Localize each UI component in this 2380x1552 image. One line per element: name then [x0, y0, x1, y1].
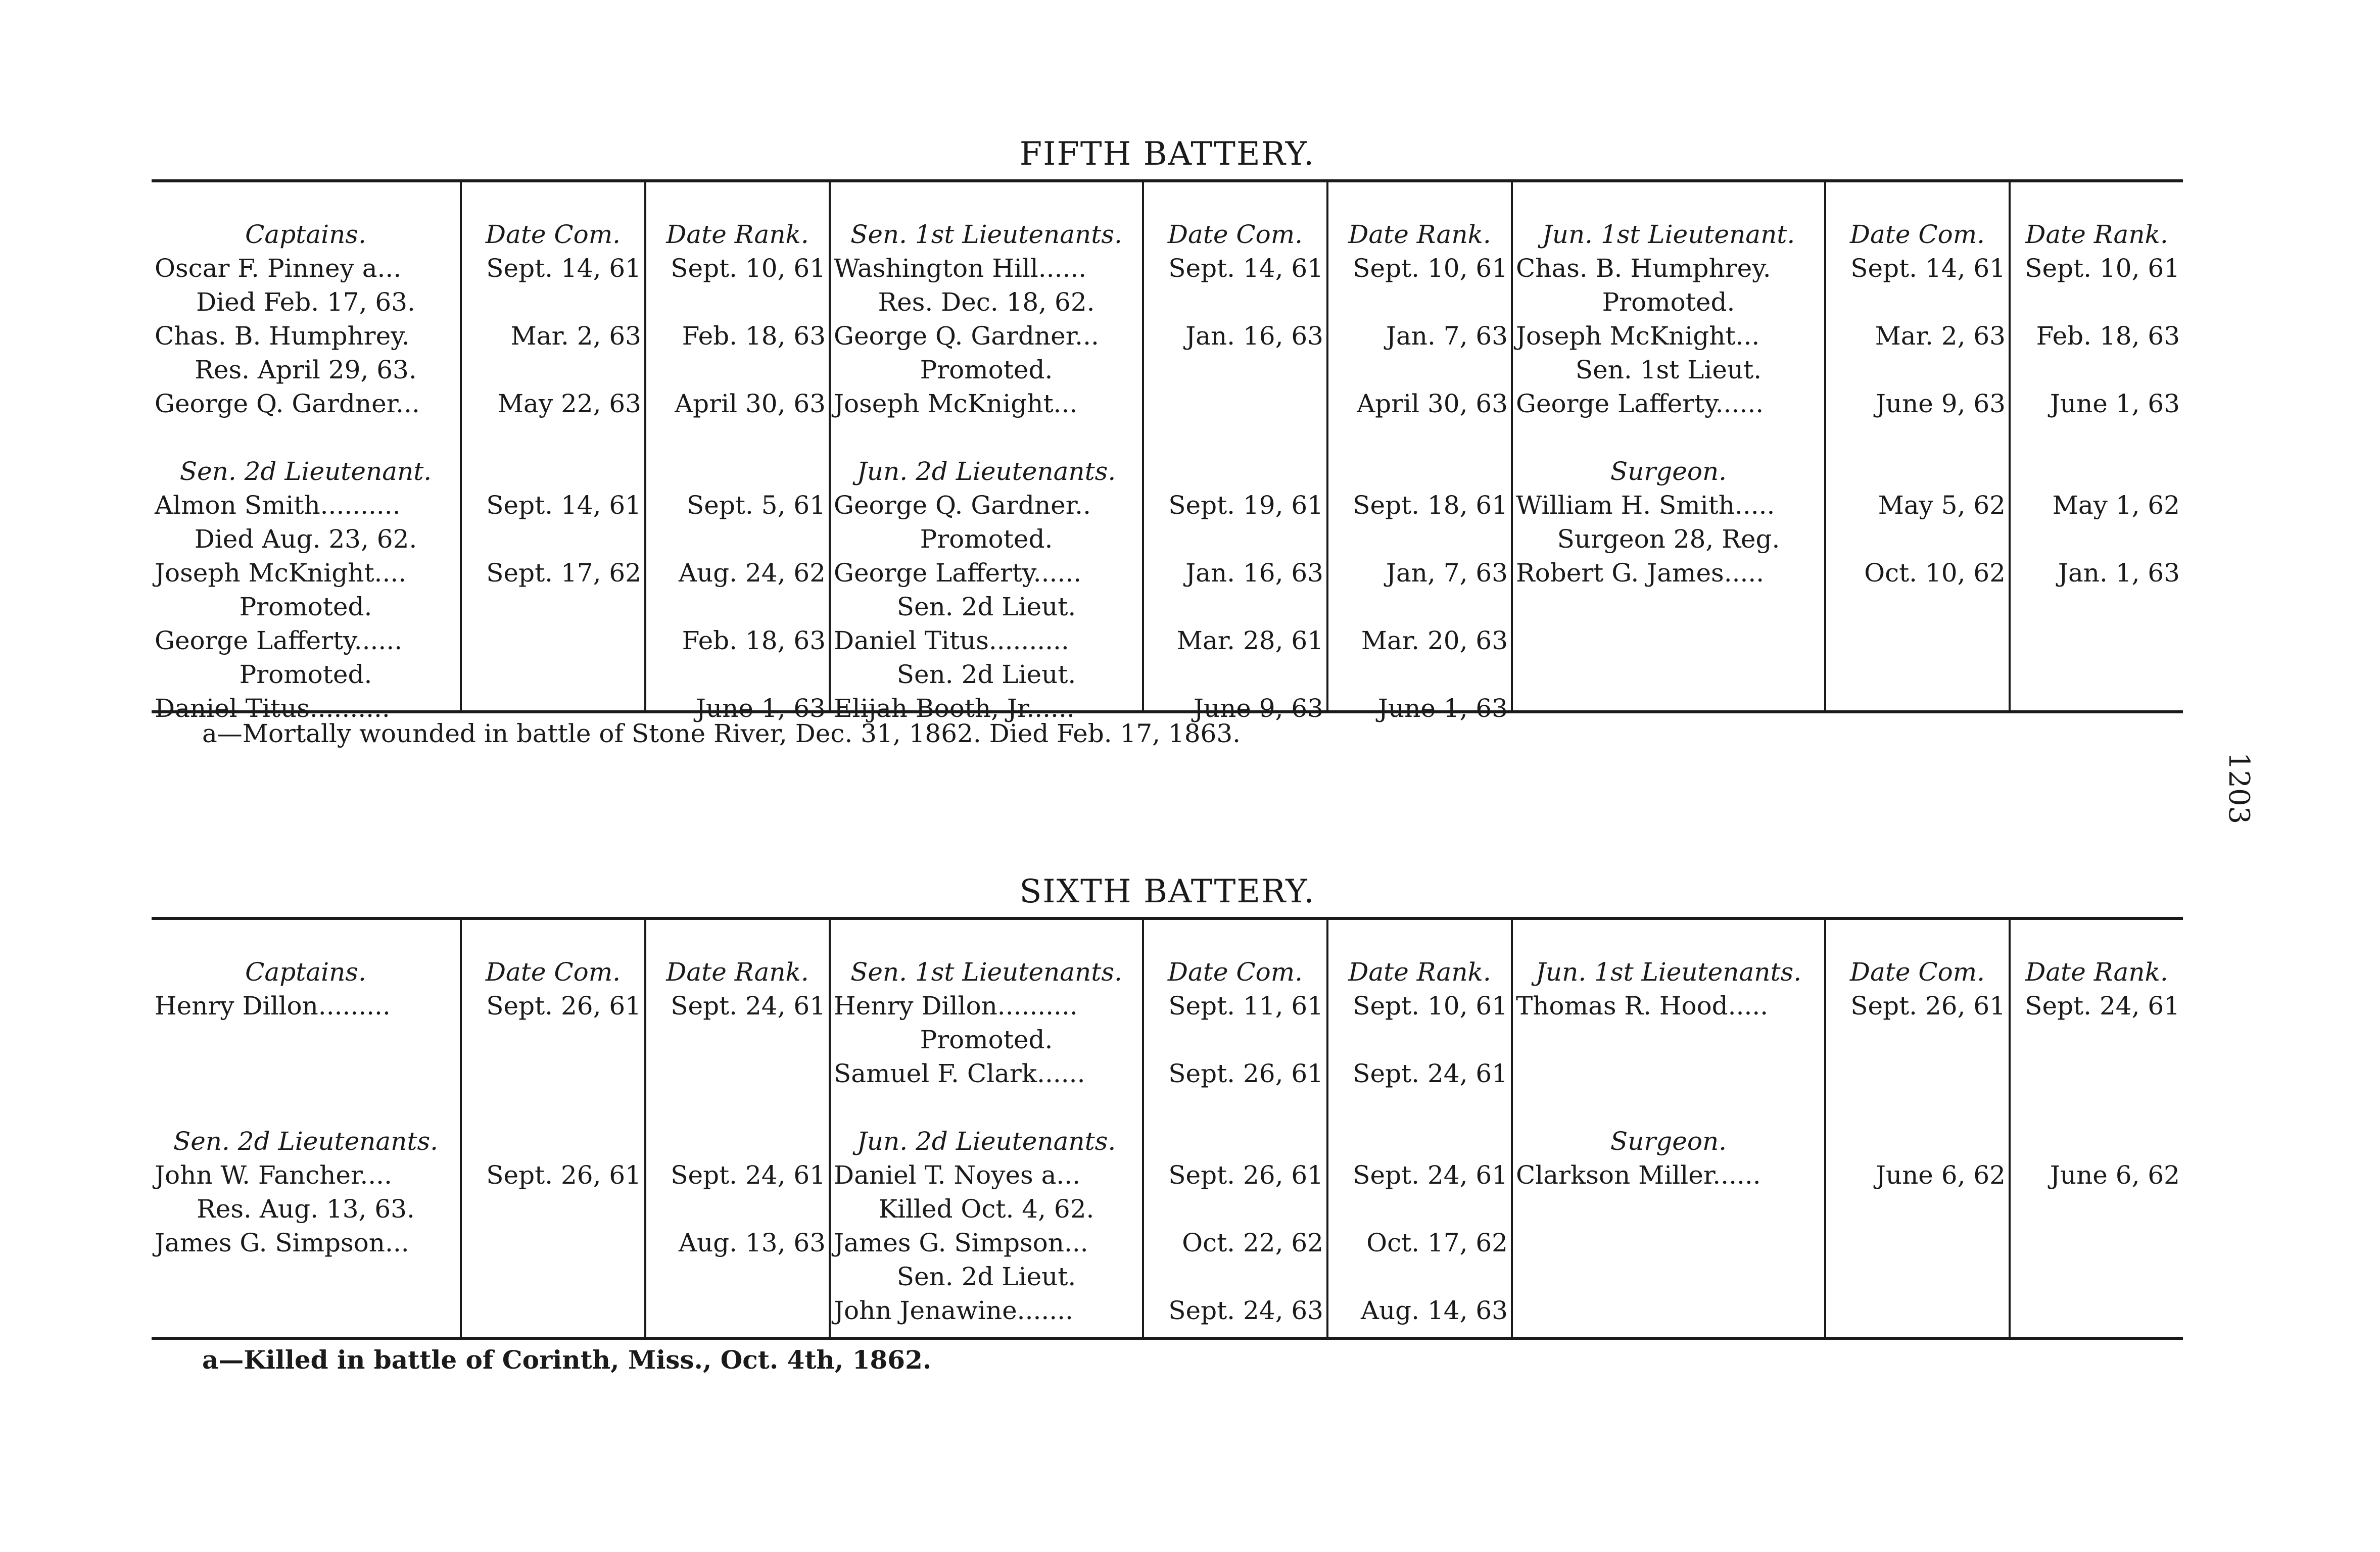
date-com: Mar. 2, 63: [1875, 321, 2006, 351]
lieutenants-column: [1511, 920, 1824, 1337]
date-com-column: [1142, 920, 1326, 1337]
officer-name: George Lafferty......: [155, 626, 403, 655]
roster-table: [152, 182, 2183, 723]
date-com: Oct. 10, 62: [1864, 558, 2006, 588]
date-rank: Sept. 10, 61: [2025, 254, 2180, 283]
group-label: Surgeon.: [1610, 457, 1727, 486]
officer-name: Elijah Booth, Jr......: [834, 694, 1075, 723]
officer-name: John Jenawine.......: [834, 1296, 1073, 1325]
date-rank-column: [2009, 182, 2183, 710]
date-com: Sept. 26, 61: [1850, 991, 2006, 1021]
officer-note: Sen. 2d Lieut.: [896, 592, 1076, 621]
officer-name: James G. Simpson...: [155, 1228, 409, 1257]
date-com: Sept. 11, 61: [1168, 991, 1323, 1021]
date-rank: Sept. 24, 61: [671, 1160, 826, 1190]
officer-name: Daniel Titus..........: [834, 626, 1069, 655]
officer-note: Sen. 2d Lieut.: [896, 1262, 1076, 1291]
date-rank: Feb. 18, 63: [682, 626, 826, 655]
date-com-column: [460, 920, 644, 1337]
date-com: May 5, 62: [1878, 491, 2006, 520]
date-rank: Sept. 24, 61: [2025, 991, 2180, 1021]
column-header: Jun. 1st Lieutenant.: [1542, 220, 1795, 249]
section-title: SIXTH BATTERY.: [1019, 873, 1315, 910]
date-rank: Sept. 24, 61: [1353, 1160, 1508, 1190]
officer-name: John W. Fancher....: [155, 1160, 392, 1190]
lieutenants-column: [829, 182, 1142, 723]
group-label: Sen. 2d Lieutenants.: [173, 1127, 439, 1156]
column-header: Date Com.: [1167, 957, 1303, 987]
date-rank: Sept. 24, 61: [1353, 1059, 1508, 1088]
column-header: Jun. 1st Lieutenants.: [1535, 957, 1802, 987]
column-header: Date Rank.: [1348, 220, 1491, 249]
officer-note: Promoted.: [239, 660, 372, 689]
officer-note: Killed Oct. 4, 62.: [878, 1194, 1094, 1224]
officer-note: Died Aug. 23, 62.: [194, 524, 417, 554]
officer-name: Washington Hill......: [834, 254, 1087, 283]
date-com: Mar. 28, 61: [1176, 626, 1323, 655]
officer-note: Promoted.: [239, 592, 372, 621]
date-rank: May 1, 62: [2052, 491, 2180, 520]
date-com-column: [1142, 182, 1326, 723]
date-rank-column: [1326, 182, 1511, 723]
officer-name: George Lafferty......: [1516, 389, 1764, 418]
officer-name: Daniel T. Noyes a...: [834, 1160, 1081, 1190]
column-header: Date Rank.: [1348, 957, 1491, 987]
officer-name: Samuel F. Clark......: [834, 1059, 1085, 1088]
column-header: Captains.: [245, 220, 366, 249]
date-rank: Sept. 10, 61: [1353, 254, 1508, 283]
sixth-battery-section: [152, 866, 2183, 1380]
date-com: Oct. 22, 62: [1182, 1228, 1323, 1257]
officer-name: Joseph McKnight...: [834, 389, 1078, 418]
officer-name: Thomas R. Hood.....: [1516, 991, 1769, 1021]
officer-name: George Q. Gardner...: [834, 321, 1099, 351]
column-header: Date Rank.: [666, 220, 809, 249]
date-com: Sept. 14, 61: [486, 491, 641, 520]
captains-column: [152, 182, 460, 723]
date-rank: June 1, 63: [695, 694, 826, 723]
officer-name: Daniel Titus..........: [155, 694, 390, 723]
lieutenants-column: [829, 920, 1142, 1337]
date-rank: June 6, 62: [2050, 1160, 2180, 1190]
date-com: Sept. 26, 61: [486, 1160, 641, 1190]
date-rank: Oct. 17, 62: [1366, 1228, 1508, 1257]
column-header: Sen. 1st Lieutenants.: [850, 220, 1122, 249]
officer-note: Res. April 29, 63.: [195, 355, 417, 384]
officer-name: George Q. Gardner...: [155, 389, 420, 418]
date-com: Sept. 14, 61: [486, 254, 641, 283]
date-com: Sept. 14, 61: [1168, 254, 1323, 283]
date-com: Jan. 16, 63: [1185, 558, 1323, 588]
date-rank: Jan. 1, 63: [2058, 558, 2180, 588]
date-com: Sept. 26, 61: [1168, 1059, 1323, 1088]
date-rank: April 30, 63: [675, 389, 826, 418]
date-com: June 9, 63: [1193, 694, 1323, 723]
date-rank: Aug. 24, 62: [678, 558, 826, 588]
date-rank: June 1, 63: [1377, 694, 1508, 723]
column-header: Sen. 1st Lieutenants.: [850, 957, 1122, 987]
date-rank: June 1, 63: [2050, 389, 2180, 418]
date-com: June 6, 62: [1875, 1160, 2006, 1190]
officer-name: James G. Simpson...: [834, 1228, 1088, 1257]
officer-name: Almon Smith..........: [155, 491, 401, 520]
officer-name: Clarkson Miller......: [1516, 1160, 1761, 1190]
column-header: Date Rank.: [666, 957, 809, 987]
date-rank: Jan, 7, 63: [1386, 558, 1508, 588]
date-rank: Sept. 10, 61: [1353, 991, 1508, 1021]
roster-table: [152, 920, 2183, 1337]
date-rank: Jan. 7, 63: [1386, 321, 1508, 351]
officer-name: Chas. B. Humphrey.: [155, 321, 410, 351]
column-header: Date Rank.: [2025, 957, 2168, 987]
officer-name: Henry Dillon.........: [155, 991, 391, 1021]
date-rank-column: [644, 182, 829, 723]
column-header: Date Com.: [1849, 957, 1985, 987]
column-header: Captains.: [245, 957, 366, 987]
column-header: Date Com.: [1167, 220, 1303, 249]
officer-name: Robert G. James.....: [1516, 558, 1765, 588]
date-com: Sept. 14, 61: [1850, 254, 2006, 283]
date-com: Sept. 24, 63: [1168, 1296, 1323, 1325]
date-rank: Aug. 13, 63: [678, 1228, 826, 1257]
date-com: Sept. 26, 61: [486, 991, 641, 1021]
section-title: FIFTH BATTERY.: [1019, 135, 1315, 173]
officer-name: George Q. Gardner..: [834, 491, 1091, 520]
lieutenants-column: [1511, 182, 1824, 710]
group-label: Jun. 2d Lieutenants.: [856, 457, 1116, 486]
column-header: Date Com.: [485, 957, 621, 987]
date-rank: Mar. 20, 63: [1361, 626, 1508, 655]
officer-note: Promoted.: [920, 355, 1053, 384]
officer-note: Sen. 2d Lieut.: [896, 660, 1076, 689]
group-label: Sen. 2d Lieutenant.: [179, 457, 432, 486]
officer-note: Died Feb. 17, 63.: [196, 287, 415, 317]
date-rank-column: [2009, 920, 2183, 1337]
date-rank: Sept. 5, 61: [687, 491, 826, 520]
group-label: Surgeon.: [1610, 1127, 1727, 1156]
officer-name: Joseph McKnight....: [155, 558, 407, 588]
officer-name: Joseph McKnight...: [1516, 321, 1760, 351]
spacer: [152, 421, 460, 455]
column-header: Date Com.: [485, 220, 621, 249]
captains-column: [152, 920, 460, 1337]
date-com: June 9, 63: [1875, 389, 2006, 418]
date-rank-column: [1326, 920, 1511, 1337]
date-com: Mar. 2, 63: [510, 321, 641, 351]
date-com-column: [460, 182, 644, 710]
officer-note: Promoted.: [920, 1025, 1053, 1054]
date-com: Jan. 16, 63: [1185, 321, 1323, 351]
group-label: Jun. 2d Lieutenants.: [856, 1127, 1116, 1156]
date-com: May 22, 63: [497, 389, 641, 418]
date-com: Sept. 17, 62: [486, 558, 641, 588]
date-rank: April 30, 63: [1357, 389, 1508, 418]
date-rank: Sept. 24, 61: [671, 991, 826, 1021]
officer-note: Res. Aug. 13, 63.: [197, 1194, 415, 1224]
fifth-battery-section: [152, 129, 2183, 754]
date-com: Sept. 19, 61: [1168, 491, 1323, 520]
date-rank: Sept. 10, 61: [671, 254, 826, 283]
column-header: Date Com.: [1849, 220, 1985, 249]
date-rank: Aug. 14, 63: [1360, 1296, 1508, 1325]
footnote: a—Mortally wounded in battle of Stone River, Dec. 31, 1862. Died Feb. 17, 1863.: [202, 719, 1241, 748]
officer-name: Chas. B. Humphrey.: [1516, 254, 1771, 283]
column-header: Date Rank.: [2025, 220, 2168, 249]
officer-note: Res. Dec. 18, 62.: [878, 287, 1095, 317]
page-number: 1203: [2222, 752, 2255, 825]
date-rank: Feb. 18, 63: [682, 321, 826, 351]
officer-note: Surgeon 28, Reg.: [1557, 524, 1780, 554]
officer-note: Sen. 1st Lieut.: [1575, 355, 1762, 384]
date-rank: Feb. 18, 63: [2036, 321, 2180, 351]
officer-name: George Lafferty......: [834, 558, 1082, 588]
date-rank: Sept. 18, 61: [1353, 491, 1508, 520]
officer-note: Promoted.: [920, 524, 1053, 554]
date-com-column: [1824, 182, 2009, 710]
officer-name: Henry Dillon..........: [834, 991, 1078, 1021]
date-rank-column: [644, 920, 829, 1337]
officer-name: Oscar F. Pinney a...: [155, 254, 402, 283]
officer-note: Promoted.: [1602, 287, 1735, 317]
date-com-column: [1824, 920, 2009, 1337]
date-com: Sept. 26, 61: [1168, 1160, 1323, 1190]
officer-name: William H. Smith.....: [1516, 491, 1775, 520]
footnote: a—Killed in battle of Corinth, Miss., Oct. 4th, 1862.: [202, 1345, 932, 1375]
